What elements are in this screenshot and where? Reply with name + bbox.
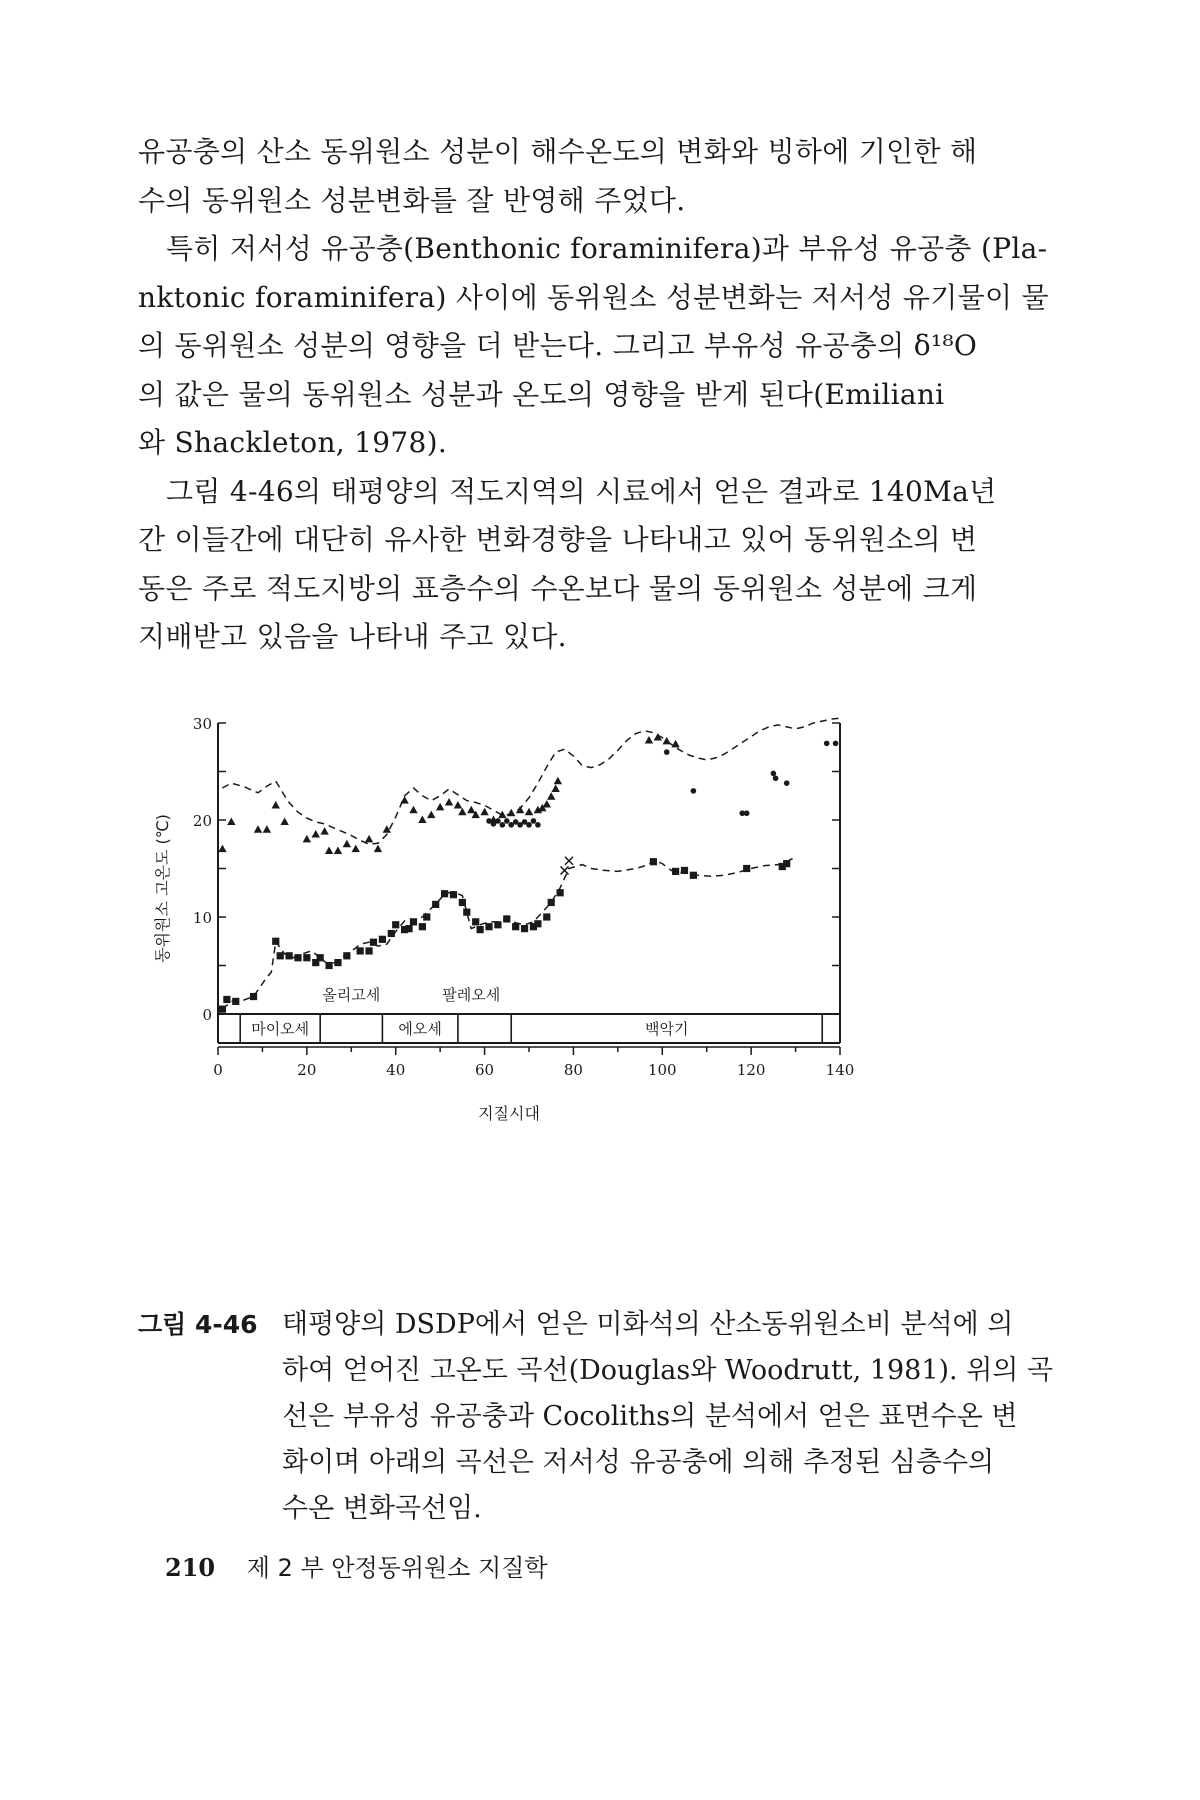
square-point — [250, 993, 257, 1000]
triangle-point — [400, 796, 408, 804]
square-point — [294, 954, 301, 961]
text-line: 지배받고 있음을 나타내 주고 있다. — [138, 620, 567, 653]
square-point — [303, 954, 310, 961]
dot-point — [771, 771, 777, 777]
dot-point — [526, 822, 532, 828]
triangle-point — [325, 847, 333, 855]
triangle-point — [458, 808, 466, 816]
square-point — [681, 867, 688, 874]
text-line: 특히 저서성 유공충(Benthonic foraminifera)과 부유성 유공충 (Pla- — [166, 232, 1048, 265]
triangle-point — [543, 800, 551, 808]
triangle-point — [525, 808, 533, 816]
square-point — [410, 918, 417, 925]
square-point — [370, 939, 377, 946]
square-point — [450, 891, 457, 898]
y-tick-label: 20 — [192, 812, 212, 830]
triangle-point — [554, 777, 562, 785]
square-point — [557, 889, 564, 896]
paleotemperature-chart — [150, 715, 1010, 1275]
dot-point — [833, 741, 839, 747]
triangle-point — [454, 801, 462, 809]
y-tick-label: 0 — [202, 1006, 212, 1024]
paragraph-3 — [138, 468, 1000, 662]
triangle-point — [551, 784, 559, 792]
cross-point — [561, 866, 569, 874]
triangle-point — [480, 808, 488, 816]
square-point — [783, 860, 790, 867]
square-point — [485, 923, 492, 930]
square-point — [219, 1006, 226, 1013]
x-tick-label: 100 — [647, 1061, 677, 1079]
square-point — [285, 952, 292, 959]
square-point — [477, 926, 484, 933]
square-point — [512, 923, 519, 930]
body-text — [138, 128, 1049, 662]
x-tick-label: 140 — [825, 1061, 855, 1079]
square-point — [317, 954, 324, 961]
square-point — [334, 959, 341, 966]
square-point — [419, 923, 426, 930]
square-point — [743, 865, 750, 872]
dot-point — [495, 818, 501, 824]
square-point — [463, 909, 470, 916]
page-footer — [165, 1548, 548, 1583]
x-tick-label: 120 — [736, 1061, 766, 1079]
dot-point — [744, 810, 750, 816]
dashed-curve — [222, 857, 795, 1009]
square-point — [534, 920, 541, 927]
square-point — [277, 952, 284, 959]
square-point — [441, 890, 448, 897]
y-axis-title: 동위원소 고온도 (℃) — [153, 814, 172, 963]
square-point — [223, 996, 230, 1003]
text-line: 동은 주로 적도지방의 표층수의 수온보다 물의 동위원소 성분에 크게 — [138, 571, 978, 605]
epoch-label: 백악기 — [644, 1020, 689, 1038]
triangle-point — [320, 827, 328, 835]
text-line: 유공충의 산소 동위원소 성분이 해수온도의 변화와 빙하에 기인한 해 — [138, 135, 978, 168]
square-point — [365, 947, 372, 954]
triangle-point — [409, 806, 417, 814]
dot-point — [691, 788, 697, 794]
triangle-point — [436, 803, 444, 811]
text-line: 수의 동위원소 성분변화를 잘 반영해 주었다. — [138, 183, 686, 217]
caption-line: 선은 부유성 유공충과 Cocoliths의 분석에서 얻은 표면수온 변 — [282, 1401, 1018, 1432]
chart-epochs — [218, 986, 840, 1043]
dot-point — [531, 818, 537, 824]
caption-label: 그림 4-46 — [138, 1310, 258, 1339]
square-point — [379, 936, 386, 943]
square-point — [690, 872, 697, 879]
dot-point — [824, 741, 830, 747]
x-axis-title: 지질시대 — [478, 1104, 540, 1123]
figure-caption — [138, 1302, 1054, 1532]
square-point — [343, 952, 350, 959]
triangle-point — [427, 811, 435, 819]
epoch-annotation: 올리고세 — [322, 986, 381, 1004]
dot-point — [500, 822, 506, 828]
dot-point — [664, 749, 670, 755]
page-number: 210 — [165, 1553, 216, 1582]
triangle-point — [272, 801, 280, 809]
cross-point — [565, 857, 573, 865]
triangle-point — [418, 816, 426, 824]
square-point — [521, 925, 528, 932]
x-tick-label: 60 — [475, 1061, 495, 1079]
square-point — [388, 930, 395, 937]
square-point — [543, 913, 550, 920]
chart-points — [218, 733, 838, 1013]
text-line: nktonic foraminifera) 사이에 동위원소 성분변화는 저서성 유기물이 물 — [138, 280, 1049, 314]
text-line: 간 이들간에 대단히 유사한 변화경향을 나타내고 있어 동위원소의 변 — [138, 523, 978, 556]
square-point — [405, 925, 412, 932]
text-line: 의 동위원소 성분의 영향을 더 받는다. 그리고 부유성 유공충의 δ¹⁸O — [138, 329, 978, 362]
x-tick-label: 0 — [213, 1061, 223, 1079]
triangle-point — [312, 830, 320, 838]
triangle-point — [671, 740, 679, 748]
x-tick-label: 40 — [386, 1061, 406, 1079]
triangle-point — [663, 737, 671, 745]
square-point — [650, 858, 657, 865]
square-point — [232, 998, 239, 1005]
text-line: 와 Shackleton, 1978). — [138, 426, 448, 459]
square-point — [325, 962, 332, 969]
y-tick-label: 10 — [192, 909, 212, 927]
paragraph-2 — [138, 225, 1049, 468]
triangle-point — [645, 736, 653, 744]
text-line: 그림 4-46의 태평양의 적도지역의 시료에서 얻은 결과로 140Ma년 — [166, 474, 997, 508]
triangle-point — [227, 817, 235, 825]
caption-line: 수온 변화곡선임. — [282, 1493, 482, 1524]
triangle-point — [507, 809, 515, 817]
triangle-point — [280, 817, 288, 825]
epoch-label: 에오세 — [398, 1020, 442, 1038]
chart-labels — [478, 1104, 540, 1123]
triangle-point — [254, 825, 262, 833]
triangle-point — [352, 845, 360, 853]
square-point — [272, 938, 279, 945]
figure-4-46 — [150, 715, 1010, 1275]
square-point — [672, 868, 679, 875]
triangle-point — [343, 840, 351, 848]
dot-point — [784, 780, 790, 786]
caption-line: 태평양의 DSDP에서 얻은 미화석의 산소동위원소비 분석에 의 — [282, 1309, 1014, 1340]
triangle-point — [218, 845, 226, 853]
triangle-point — [547, 792, 555, 800]
dot-point — [504, 818, 510, 824]
square-point — [357, 947, 364, 954]
y-tick-label: 30 — [192, 715, 212, 733]
caption-line: 화이며 아래의 곡선은 저서성 유공충에 의해 추정된 심층수의 — [282, 1447, 995, 1478]
triangle-point — [303, 835, 311, 843]
triangle-point — [467, 806, 475, 814]
square-point — [423, 913, 430, 920]
square-point — [459, 899, 466, 906]
dot-point — [535, 822, 541, 828]
caption-body — [282, 1302, 1054, 1532]
square-point — [392, 921, 399, 928]
triangle-point — [374, 845, 382, 853]
caption-line: 하여 얻어진 고온도 곡선(Douglas와 Woodrutt, 1981). 위의 곡 — [282, 1355, 1054, 1386]
running-title: 제 2 부 안정동위원소 지질학 — [246, 1554, 548, 1582]
x-tick-label: 20 — [297, 1061, 317, 1079]
triangle-point — [445, 798, 453, 806]
square-point — [472, 918, 479, 925]
paragraph-1 — [138, 128, 1000, 225]
square-point — [548, 899, 555, 906]
x-tick-label: 80 — [563, 1061, 583, 1079]
epoch-label: 마이오세 — [251, 1020, 310, 1038]
square-point — [494, 921, 501, 928]
triangle-point — [365, 835, 373, 843]
triangle-point — [334, 847, 342, 855]
text-line: 의 값은 물의 동위원소 성분과 온도의 영향을 받게 된다(Emiliani — [138, 377, 945, 411]
square-point — [432, 901, 439, 908]
square-point — [503, 915, 510, 922]
dot-point — [773, 775, 779, 781]
triangle-point — [263, 825, 271, 833]
epoch-annotation: 팔레오세 — [442, 986, 501, 1004]
